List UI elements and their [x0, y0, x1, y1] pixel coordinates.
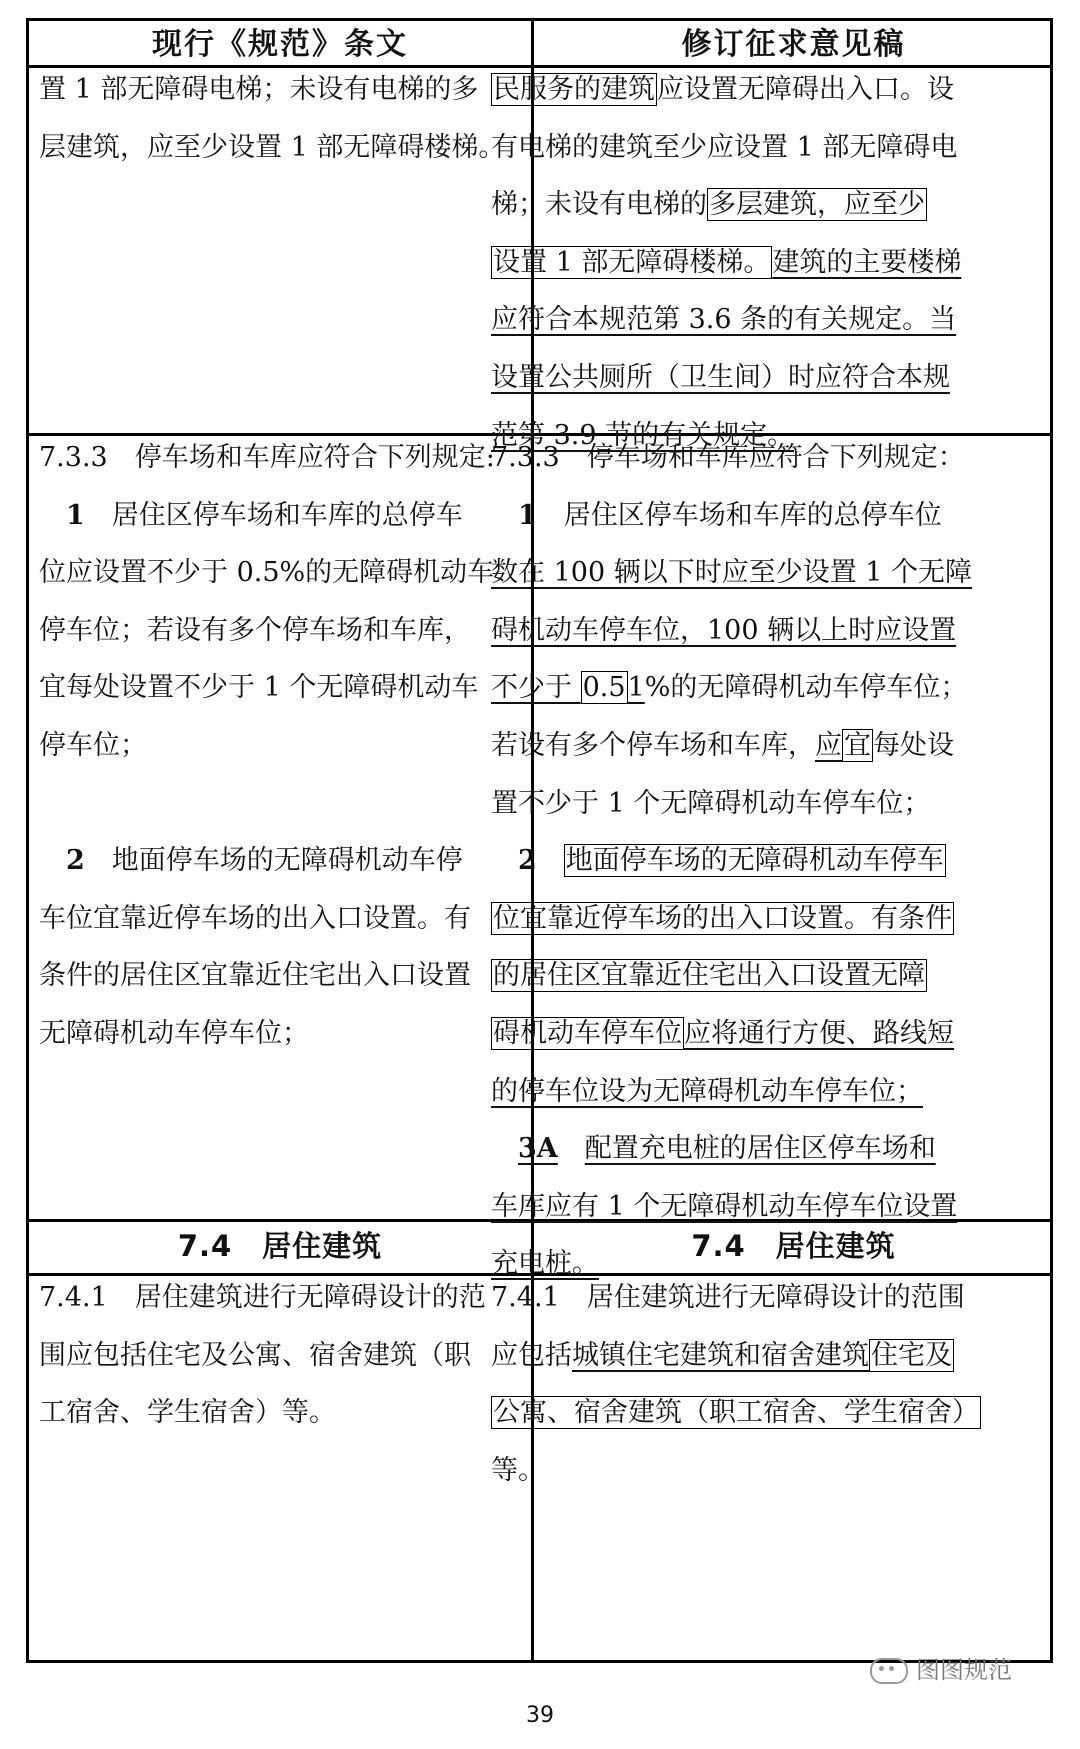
boxed-deletion: 碍机动车停车位 — [493, 1017, 682, 1049]
boxed-deletion: 地面停车场的无障碍机动车停车 — [565, 845, 944, 877]
header-revision-draft: 修订征求意见稿 — [681, 27, 906, 62]
item-number: 2 — [66, 845, 85, 877]
underlined-addition: 车库应有 1 个无障碍机动车停车位设置 — [491, 1190, 958, 1222]
boxed-deletion: 宜 — [844, 729, 871, 761]
item-number: 3A — [518, 1133, 558, 1165]
item-number: 2 — [518, 845, 537, 877]
underlined-addition: 应将通行方便、路线短 — [684, 1017, 954, 1049]
underlined-addition: 1 — [627, 672, 645, 704]
underlined-addition: 配置充电桩的居住区停车场和 — [584, 1133, 936, 1165]
boxed-deletion: 民服务的建筑 — [493, 74, 655, 105]
row3-left-text: 7.4.1 居住建筑进行无障碍设计的范 围应包括住宅及公寓、宿舍建筑（职 工宿舍、学生宿舍）等。 — [39, 1282, 486, 1429]
boxed-deletion: 0.5 — [582, 672, 626, 704]
underlined-addition: 碍机动车停车位，100 辆以上时应设置 — [491, 614, 957, 646]
underlined-addition: 范第 3.9 节的有关规定。 — [491, 419, 795, 451]
wechat-icon — [870, 1658, 908, 1684]
underlined-addition: 数在 100 辆以下时应至少设置 1 个无障 — [491, 557, 973, 589]
boxed-deletion: 公寓、宿舍建筑（职工宿舍、学生宿舍） — [493, 1397, 979, 1429]
boxed-deletion: 的居住区宜靠近住宅出入口设置无障 — [493, 960, 925, 992]
header-current-clause: 现行《规范》条文 — [152, 27, 408, 62]
underlined-addition: 城镇住宅建筑和宿舍建筑 — [572, 1339, 869, 1371]
row1-left-text: 置 1 部无障碍电梯；未设有电梯的多 层建筑，应至少设置 1 部无障碍楼梯。 — [39, 74, 506, 163]
boxed-deletion: 设置 1 部无障碍楼梯。 — [493, 246, 771, 278]
item-number: 1 — [66, 499, 85, 531]
section-title-right: 7.4 居住建筑 — [691, 1229, 896, 1263]
watermark: 图图规范 — [870, 1650, 1012, 1685]
row2-right-text: 7.3.3 停车场和车库应符合下列规定： 1 居住区停车场和车库的总停车位 数在 100 辆以下时应至少设置 1 个无障 碍机动车停车位，100 辆以上时应设置 不少于 0.51%的无障碍机动车停车位； 若设有多个停车场和车库，应宜每处设 置不少于 1 个无障碍机动车停车位； 2 地面停车场的无障碍机动车停车 位宜靠近停车场的出入口设置。有条件 的居住区宜靠近住宅出入口设置无障 碍机动车停车位应将通行方便、路线短 的停车位设为无障碍机动车停车位； 3A 配置充电桩的居住区停车场和 车库应有 1 个无障碍机动车停车位设置 充电桩。 — [491, 442, 973, 1280]
boxed-deletion: 住宅及 — [871, 1339, 952, 1371]
underlined-addition: 充电桩。 — [491, 1248, 599, 1280]
section-title-left: 7.4 居住建筑 — [177, 1229, 383, 1263]
boxed-deletion: 位宜靠近停车场的出入口设置。有条件 — [493, 902, 952, 934]
comparison-table — [26, 18, 1053, 1663]
underlined-addition: 设置公共厕所（卫生间）时应符合本规 — [491, 361, 950, 393]
underlined-addition: 建筑的主要楼梯 — [772, 246, 962, 278]
item-number: 1 — [518, 499, 537, 531]
row1-right-text: 民服务的建筑应设置无障碍出入口。设 有电梯的建筑至少应设置 1 部无障碍电 梯；未设有电梯的多层建筑，应至少 设置 1 部无障碍楼梯。建筑的主要楼梯 应符合本规范第 3.6 条的有关规定。当 设置公共厕所（卫生间）时应符合本规 范第 3.9 节的有关规定。 — [491, 74, 962, 451]
underlined-addition: 应符合本规范第 3.6 条的有关规定。当 — [491, 304, 957, 336]
underlined-addition: 应 — [815, 729, 842, 761]
underlined-addition: 的停车位设为无障碍机动车停车位； — [491, 1075, 923, 1107]
boxed-deletion: 多层建筑，应至少 — [709, 189, 925, 221]
page-number: 39 — [526, 1703, 554, 1728]
row2-left-text: 7.3.3 停车场和车库应符合下列规定: 1 居住区停车场和车库的总停车 位应设置不少于 0.5%的无障碍机动车 停车位；若设有多个停车场和车库， 宜每处设置不少于 1 个无障碍机动车 停车位； 2 地面停车场的无障碍机动车停 车位宜靠近停车场的出入口设置。有 条件的居住区宜靠近住宅出入口设置 无障碍机动车停车位； — [39, 442, 495, 1049]
row3-right-text: 7.4.1 居住建筑进行无障碍设计的范围 应包括城镇住宅建筑和宿舍建筑住宅及 公寓、宿舍建筑（职工宿舍、学生宿舍） 等。 — [491, 1282, 979, 1486]
